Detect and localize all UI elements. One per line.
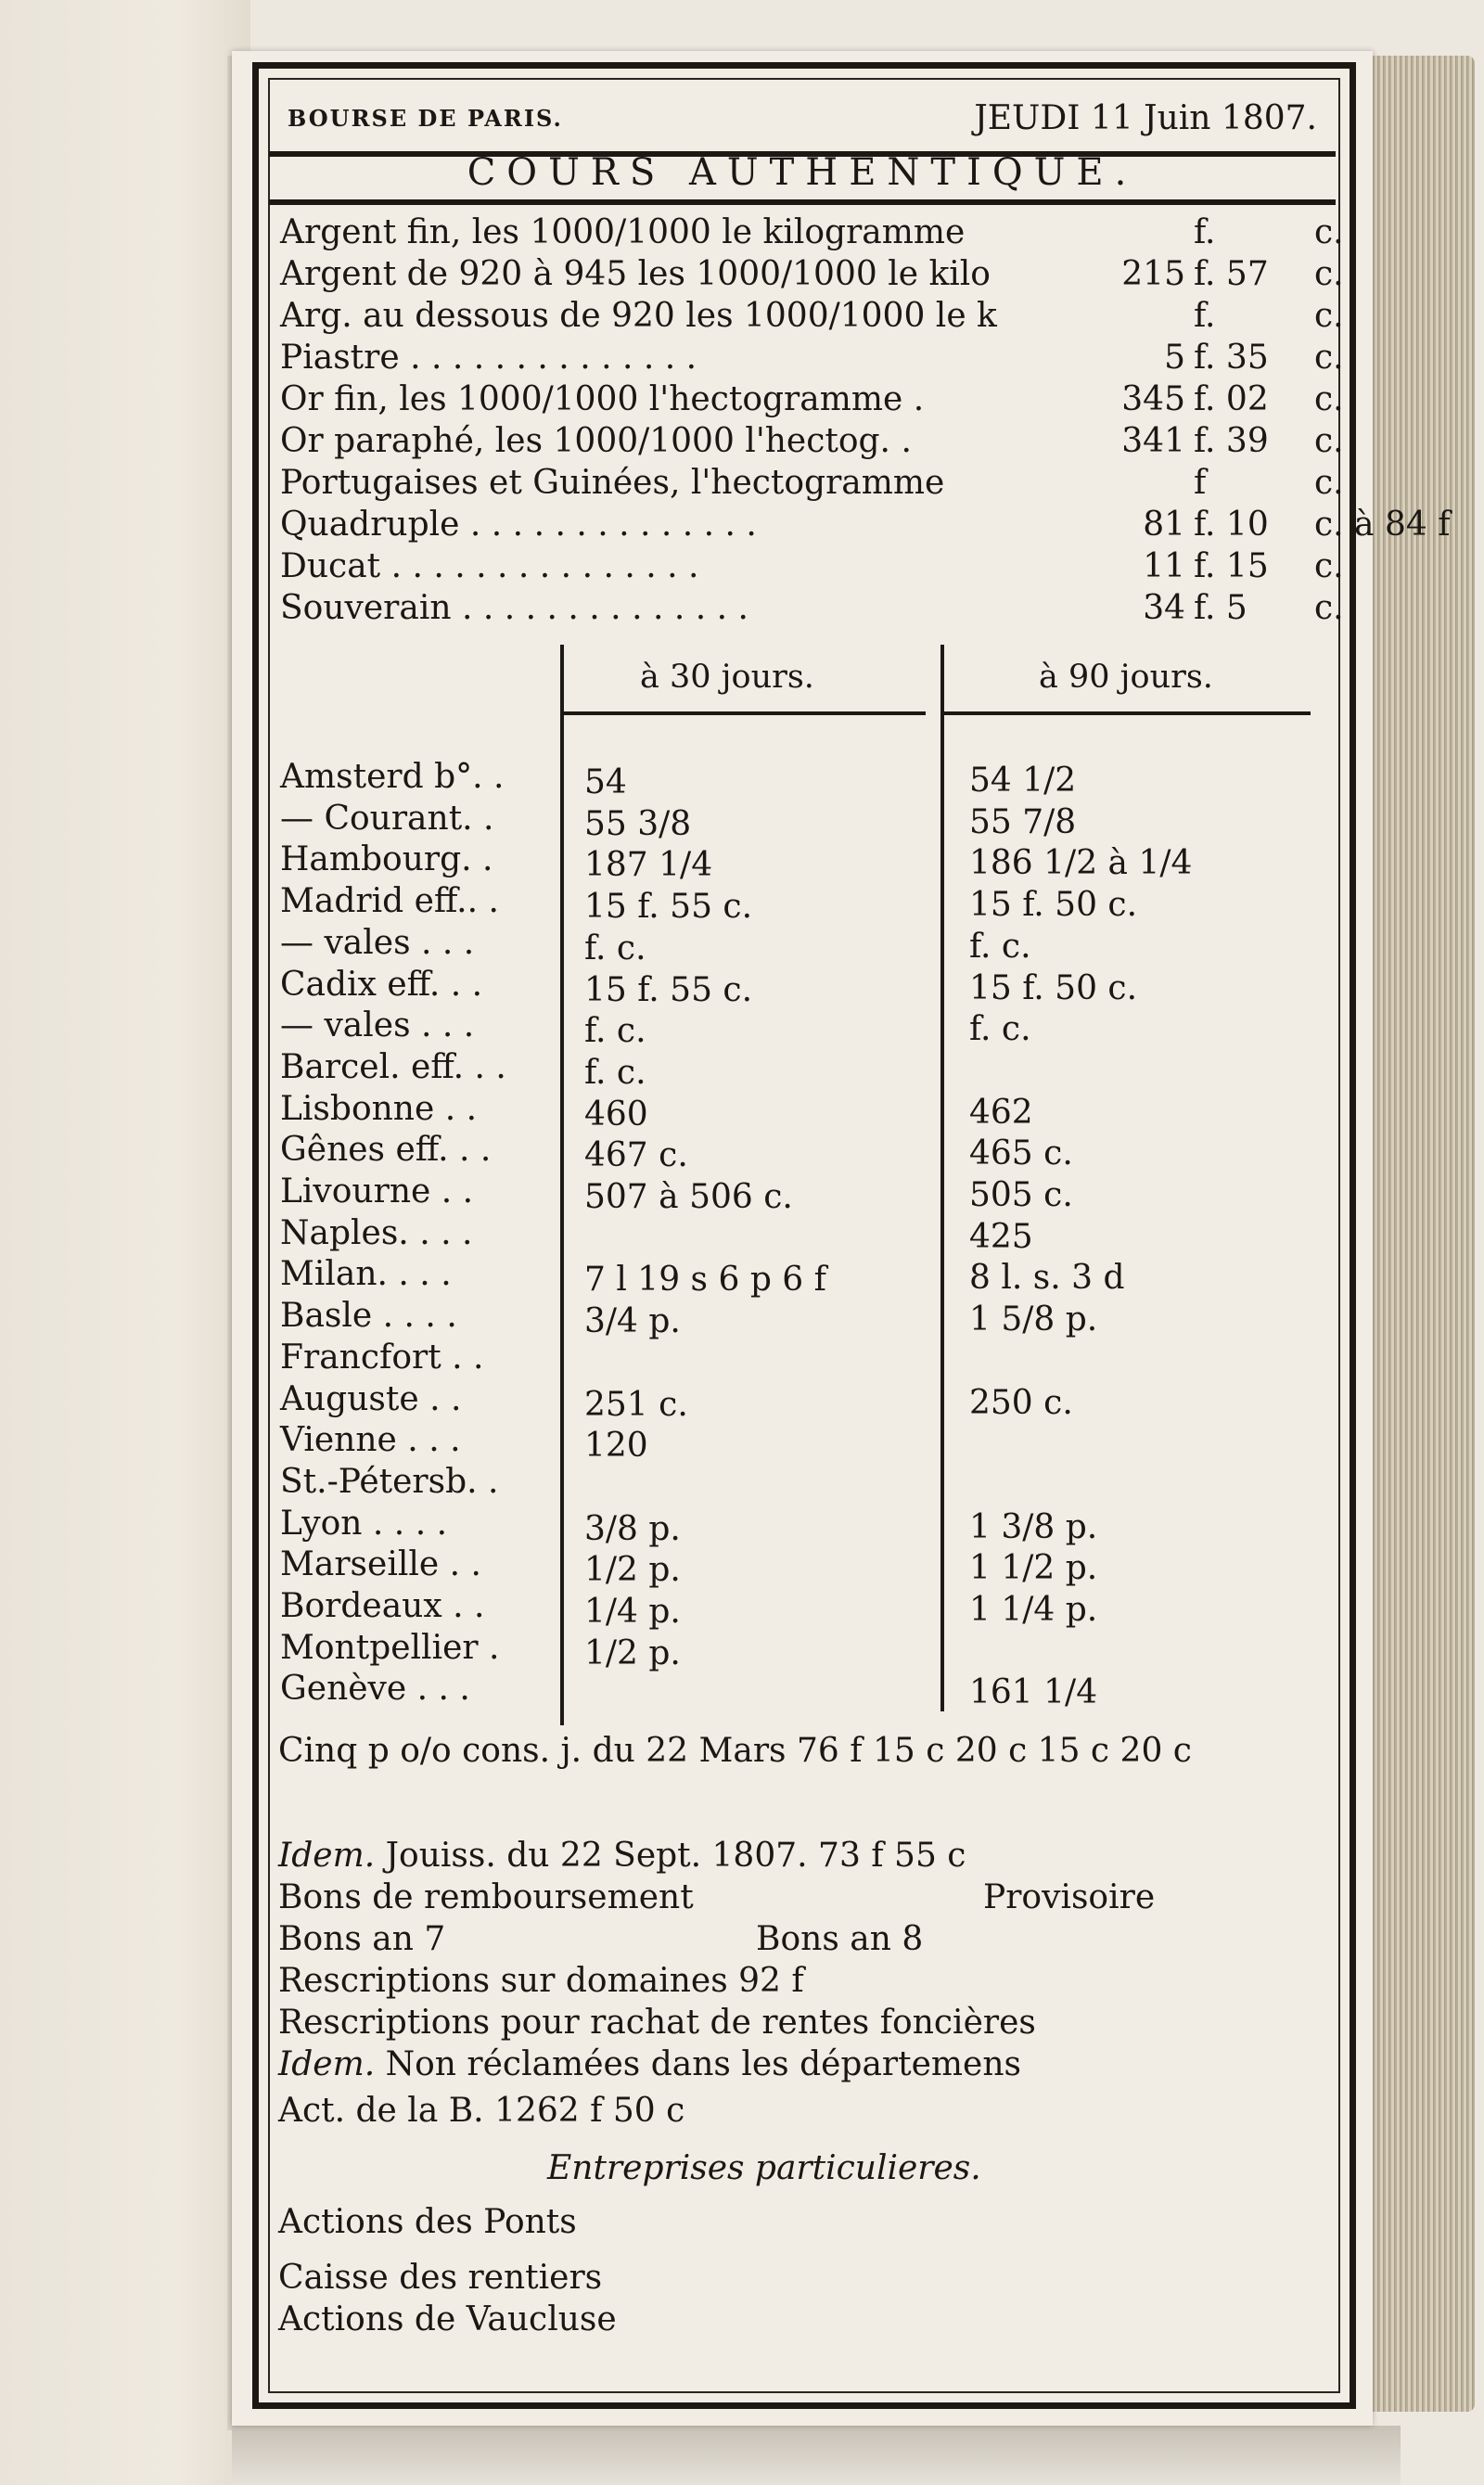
rate-30-days: 55 3/8 xyxy=(584,804,692,843)
metal-f: f. 35 xyxy=(1194,339,1269,377)
metal-row xyxy=(280,464,1344,505)
idem2-label: Idem. xyxy=(278,2045,376,2083)
page-edges xyxy=(1373,56,1475,2412)
rate-30-days: 507 à 506 c. xyxy=(584,1178,793,1216)
provisoire: Provisoire xyxy=(983,1878,1156,1916)
rate-30-days: 1/4 p. xyxy=(584,1593,681,1631)
metal-c: c. xyxy=(1314,422,1344,460)
place-name: Montpellier . xyxy=(280,1628,500,1667)
place-name: Bordeaux . . xyxy=(280,1587,485,1625)
metal-f: f. 02 xyxy=(1194,380,1269,418)
metal-c: c. xyxy=(1314,213,1344,251)
rate-90-days: 250 c. xyxy=(969,1383,1073,1422)
place-name: Amsterd b°. . xyxy=(280,758,505,796)
place-name: Cadix eff. . . xyxy=(280,965,483,1004)
metal-f: f. 57 xyxy=(1194,255,1269,293)
title-rule xyxy=(269,199,1336,205)
metal-f: f. 39 xyxy=(1194,422,1269,460)
metal-f: f. 15 xyxy=(1194,547,1269,585)
rate-30-days: 251 c. xyxy=(584,1385,688,1424)
metal-c: c. xyxy=(1314,547,1344,585)
rate-90-days: 1 1/4 p. xyxy=(969,1591,1098,1629)
rate-30-days: f. c. xyxy=(584,1012,646,1051)
rate-30-days: 3/8 p. xyxy=(584,1509,681,1548)
bons-an-7: Bons an 7 xyxy=(278,1920,446,1958)
rate-30-days: 460 xyxy=(584,1095,648,1134)
metal-f: f. xyxy=(1194,213,1216,251)
metal-francs: 215 xyxy=(1121,255,1185,293)
rate-90-days: f. c. xyxy=(969,927,1031,966)
metal-c: c. xyxy=(1314,339,1344,377)
rate-90-days: 1 1/2 p. xyxy=(969,1549,1098,1588)
rescriptions-domaines: Rescriptions sur domaines 92 f xyxy=(278,1962,804,2000)
rate-90-days: 15 f. 50 c. xyxy=(969,886,1138,925)
rate-90-days: 186 1/2 à 1/4 xyxy=(969,844,1193,883)
metal-row xyxy=(280,506,1451,546)
metal-label: Argent fin, les 1000/1000 le kilogramme xyxy=(280,213,966,251)
entreprises-heading: Entreprises particulieres. xyxy=(547,2149,981,2187)
rate-90-days: 8 l. s. 3 d xyxy=(969,1259,1125,1298)
rate-30-days: 187 1/4 xyxy=(584,846,713,885)
place-name: Basle . . . . xyxy=(280,1297,457,1336)
rate-30-days: 15 f. 55 c. xyxy=(584,970,753,1009)
place-name: Naples. . . . xyxy=(280,1213,473,1252)
place-name: Marseille . . xyxy=(280,1545,481,1584)
page-header xyxy=(288,99,1317,151)
bons-remboursement: Bons de remboursement xyxy=(278,1878,694,1916)
rate-90-days: 462 xyxy=(969,1093,1033,1132)
place-name: Francfort . . xyxy=(280,1338,484,1377)
idem-jouissance xyxy=(278,1837,966,1875)
idem-non-reclamees xyxy=(278,2045,1021,2083)
place-name: Madrid eff.. . xyxy=(280,882,499,921)
page-shadow xyxy=(232,2426,1401,2485)
rate-90-days: 505 c. xyxy=(969,1176,1073,1214)
metal-c: c. à 84 f xyxy=(1314,506,1451,544)
place-name: Livourne . . xyxy=(280,1172,474,1210)
metal-francs: 345 xyxy=(1121,380,1185,418)
rate-30-days: f. c. xyxy=(584,929,646,967)
bons-an-8: Bons an 8 xyxy=(756,1920,924,1958)
rate-30-days: 7 l 19 s 6 p 6 f xyxy=(584,1261,826,1300)
metal-c: c. xyxy=(1314,589,1344,627)
place-name: St.-Pétersb. . xyxy=(280,1462,499,1501)
metal-f: f xyxy=(1194,464,1207,502)
rate-90-days: 15 f. 50 c. xyxy=(969,968,1138,1007)
place-name: Lisbonne . . xyxy=(280,1089,478,1128)
actions-ponts: Actions des Ponts xyxy=(278,2203,577,2241)
metal-label: Or paraphé, les 1000/1000 l'hectog. . xyxy=(280,422,912,460)
rate-90-days: 465 c. xyxy=(969,1134,1073,1173)
rate-90-days: 54 1/2 xyxy=(969,762,1077,800)
place-name: Genève . . . xyxy=(280,1670,470,1709)
rate-90-days: f. c. xyxy=(969,1010,1031,1049)
idem-jouissance-text: Jouiss. du 22 Sept. 1807. 73 f 55 c xyxy=(375,1837,966,1875)
metal-f: f. 10 xyxy=(1194,506,1269,544)
rate-30-days: 467 c. xyxy=(584,1136,688,1175)
place-name: Vienne . . . xyxy=(280,1421,461,1460)
metal-francs: 34 xyxy=(1143,589,1185,627)
head-90-days: à 90 jours. xyxy=(1039,659,1213,696)
metal-label: Arg. au dessous de 920 les 1000/1000 le k xyxy=(280,297,997,335)
metal-c: c. xyxy=(1314,255,1344,293)
metal-row xyxy=(280,297,1344,338)
divider-30 xyxy=(560,761,564,1725)
place-name: Auguste . . xyxy=(280,1379,462,1418)
metal-f: f. xyxy=(1194,297,1216,335)
metal-row xyxy=(280,589,1344,630)
rate-30-days: 54 xyxy=(584,763,627,801)
idem-label: Idem. xyxy=(278,1837,376,1875)
metal-label: Or fin, les 1000/1000 l'hectogramme . xyxy=(280,380,925,418)
place-name: Barcel. eff. . . xyxy=(280,1047,506,1086)
metal-label: Quadruple . . . . . . . . . . . . . . xyxy=(280,506,757,544)
rate-90-days: 161 1/4 xyxy=(969,1673,1098,1712)
actions-vaucluse: Actions de Vaucluse xyxy=(278,2300,617,2338)
rate-30-days: 3/4 p. xyxy=(584,1302,681,1341)
rescriptions-rachat: Rescriptions pour rachat de rentes foncières xyxy=(278,2004,1036,2042)
metal-f: f. 5 xyxy=(1194,589,1247,627)
idem2-text: Non réclamées dans les départemens xyxy=(375,2045,1022,2083)
place-name: Milan. . . . xyxy=(280,1255,452,1294)
metal-c: c. xyxy=(1314,380,1344,418)
metal-label: Argent de 920 à 945 les 1000/1000 le kilo xyxy=(280,255,991,293)
cinq-pour-cent: Cinq p o/o cons. j. du 22 Mars 76 f 15 c 20 c 15 c 20 c xyxy=(278,1732,1192,1770)
place-name: — vales . . . xyxy=(280,1006,475,1045)
metal-francs: 341 xyxy=(1121,422,1185,460)
metal-row xyxy=(280,380,1344,421)
metal-label: Souverain . . . . . . . . . . . . . . xyxy=(280,589,748,627)
metal-row xyxy=(280,213,1344,254)
rate-30-days: f. c. xyxy=(584,1053,646,1092)
metal-c: c. xyxy=(1314,297,1344,335)
rate-90-days: 1 3/8 p. xyxy=(969,1507,1098,1546)
head-30-days: à 30 jours. xyxy=(640,659,814,696)
header-date: JEUDI 11 Juin 1807. xyxy=(974,99,1317,137)
metal-c: c. xyxy=(1314,464,1344,502)
metal-francs: 11 xyxy=(1143,547,1185,585)
rate-30-days: 1/2 p. xyxy=(584,1633,681,1672)
metal-label: Portugaises et Guinées, l'hectogramme xyxy=(280,464,945,502)
place-name: Lyon . . . . xyxy=(280,1504,448,1543)
metal-row xyxy=(280,547,1344,588)
place-name: — vales . . . xyxy=(280,923,475,962)
printed-page xyxy=(232,51,1451,2426)
page-title: COURS AUTHENTIQUE. xyxy=(467,151,1138,194)
metal-row xyxy=(280,422,1344,463)
head-90-rule xyxy=(944,711,1311,715)
rate-90-days: 425 xyxy=(969,1217,1033,1256)
facing-page xyxy=(0,0,250,2485)
divider-90 xyxy=(940,645,944,1711)
place-name: Gênes eff. . . xyxy=(280,1131,492,1170)
metal-row xyxy=(280,339,1344,379)
header-bourse: BOURSE DE PARIS. xyxy=(288,105,563,132)
rate-30-days: 120 xyxy=(584,1427,648,1466)
place-name: Hambourg. . xyxy=(280,840,493,879)
head-30-rule xyxy=(564,711,926,715)
caisse-rentiers: Caisse des rentiers xyxy=(278,2259,603,2297)
metal-label: Piastre . . . . . . . . . . . . . . xyxy=(280,339,697,377)
rate-90-days: 1 5/8 p. xyxy=(969,1300,1098,1339)
metal-francs: 81 xyxy=(1143,506,1185,544)
rate-30-days: 1/2 p. xyxy=(584,1551,681,1590)
rate-90-days: 55 7/8 xyxy=(969,802,1077,841)
rate-30-days: 15 f. 55 c. xyxy=(584,888,753,927)
metal-francs: 5 xyxy=(1164,339,1185,377)
place-name: — Courant. . xyxy=(280,799,494,838)
divider-30-top xyxy=(560,645,564,761)
metal-label: Ducat . . . . . . . . . . . . . . . xyxy=(280,547,699,585)
actions-banque: Act. de la B. 1262 f 50 c xyxy=(278,2092,685,2130)
metal-row xyxy=(280,255,1344,296)
